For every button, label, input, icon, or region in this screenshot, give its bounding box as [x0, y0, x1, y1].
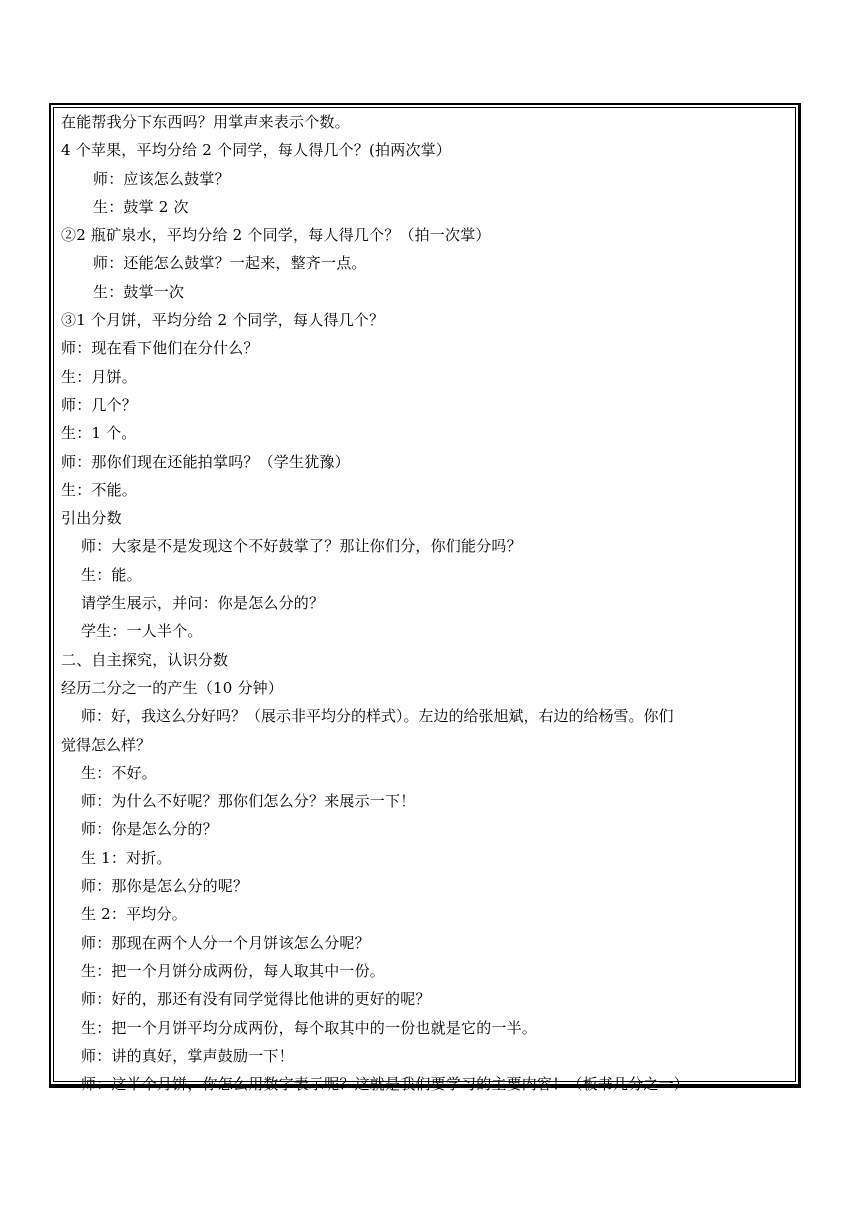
- section-heading: 二、自主探究，认识分数: [61, 650, 229, 669]
- text-line: 师：应该怎么鼓掌？: [93, 169, 230, 188]
- text-line: 师：你是怎么分的？: [81, 820, 218, 839]
- section-heading: 引出分数: [61, 509, 122, 528]
- text-line: 请学生展示，并问：你是怎么分的？: [81, 594, 325, 613]
- text-line: 师：好的，那还有没有同学觉得比他讲的更好的呢？: [81, 990, 431, 1009]
- text-line: 生：把一个月饼分成两份，每人取其中一份。: [81, 961, 386, 980]
- text-line: 师：大家是不是发现这个不好鼓掌了？那让你们分，你们能分吗？: [81, 537, 522, 556]
- text-line: 师：那现在两个人分一个月饼该怎么分呢？: [81, 933, 370, 952]
- text-line: 4 个苹果，平均分给 2 个同学，每人得几个？(拍两次掌）: [61, 141, 452, 160]
- text-line: 师：几个？: [61, 395, 138, 414]
- text-line: 师：还能怎么鼓掌？一起来，整齐一点。: [93, 254, 367, 273]
- paragraph-continuation: 觉得怎么样？: [61, 735, 152, 754]
- lesson-table-cell: [49, 103, 801, 1094]
- text-line: 师：这半个月饼，你怎么用数字表示呢？这就是我们要学习的主要内容！（板书几分之一）: [81, 1075, 690, 1094]
- text-line: 生：月饼。: [61, 367, 138, 386]
- text-line: ②2 瓶矿泉水，平均分给 2 个同学，每人得几个？（拍一次掌）: [61, 226, 491, 245]
- paragraph-first-line: 师：好，我这么分好吗？（展示非平均分的样式）。左边的给张旭斌，右边的给杨雪。你们: [81, 707, 674, 726]
- text-line: 生：鼓掌一次: [93, 282, 185, 301]
- text-line: 生：把一个月饼平均分成两份，每个取其中的一份也就是它的一半。: [81, 1018, 538, 1037]
- text-line: 生：不能。: [61, 480, 138, 499]
- text-line: ③1 个月饼，平均分给 2 个同学，每人得几个？: [61, 311, 385, 330]
- text-line: 生：能。: [81, 565, 142, 584]
- text-line: 师：那你们现在还能拍掌吗？（学生犹豫）: [61, 452, 350, 471]
- text-line: 生：鼓掌 2 次: [93, 197, 189, 216]
- text-line: 生：1 个。: [61, 424, 137, 443]
- text-line: 生 2：平均分。: [81, 905, 187, 924]
- text-line: 师：现在看下他们在分什么？: [61, 339, 259, 358]
- text-line: 生 1：对折。: [81, 848, 172, 867]
- text-line: 师：为什么不好呢？那你们怎么分？来展示一下！: [81, 792, 416, 811]
- text-line: 师：那你是怎么分的呢？: [81, 877, 249, 896]
- text-line: 在能帮我分下东西吗？用掌声来表示个数。: [61, 113, 350, 131]
- lesson-text: [61, 108, 789, 1098]
- wrapped-paragraph: [61, 702, 789, 759]
- text-line: 师：讲的真好，掌声鼓励一下！: [81, 1046, 294, 1065]
- section-heading: 经历二分之一的产生（10 分钟）: [61, 678, 284, 697]
- text-line: 生：不好。: [81, 763, 158, 782]
- text-line: 学生：一人半个。: [81, 622, 203, 641]
